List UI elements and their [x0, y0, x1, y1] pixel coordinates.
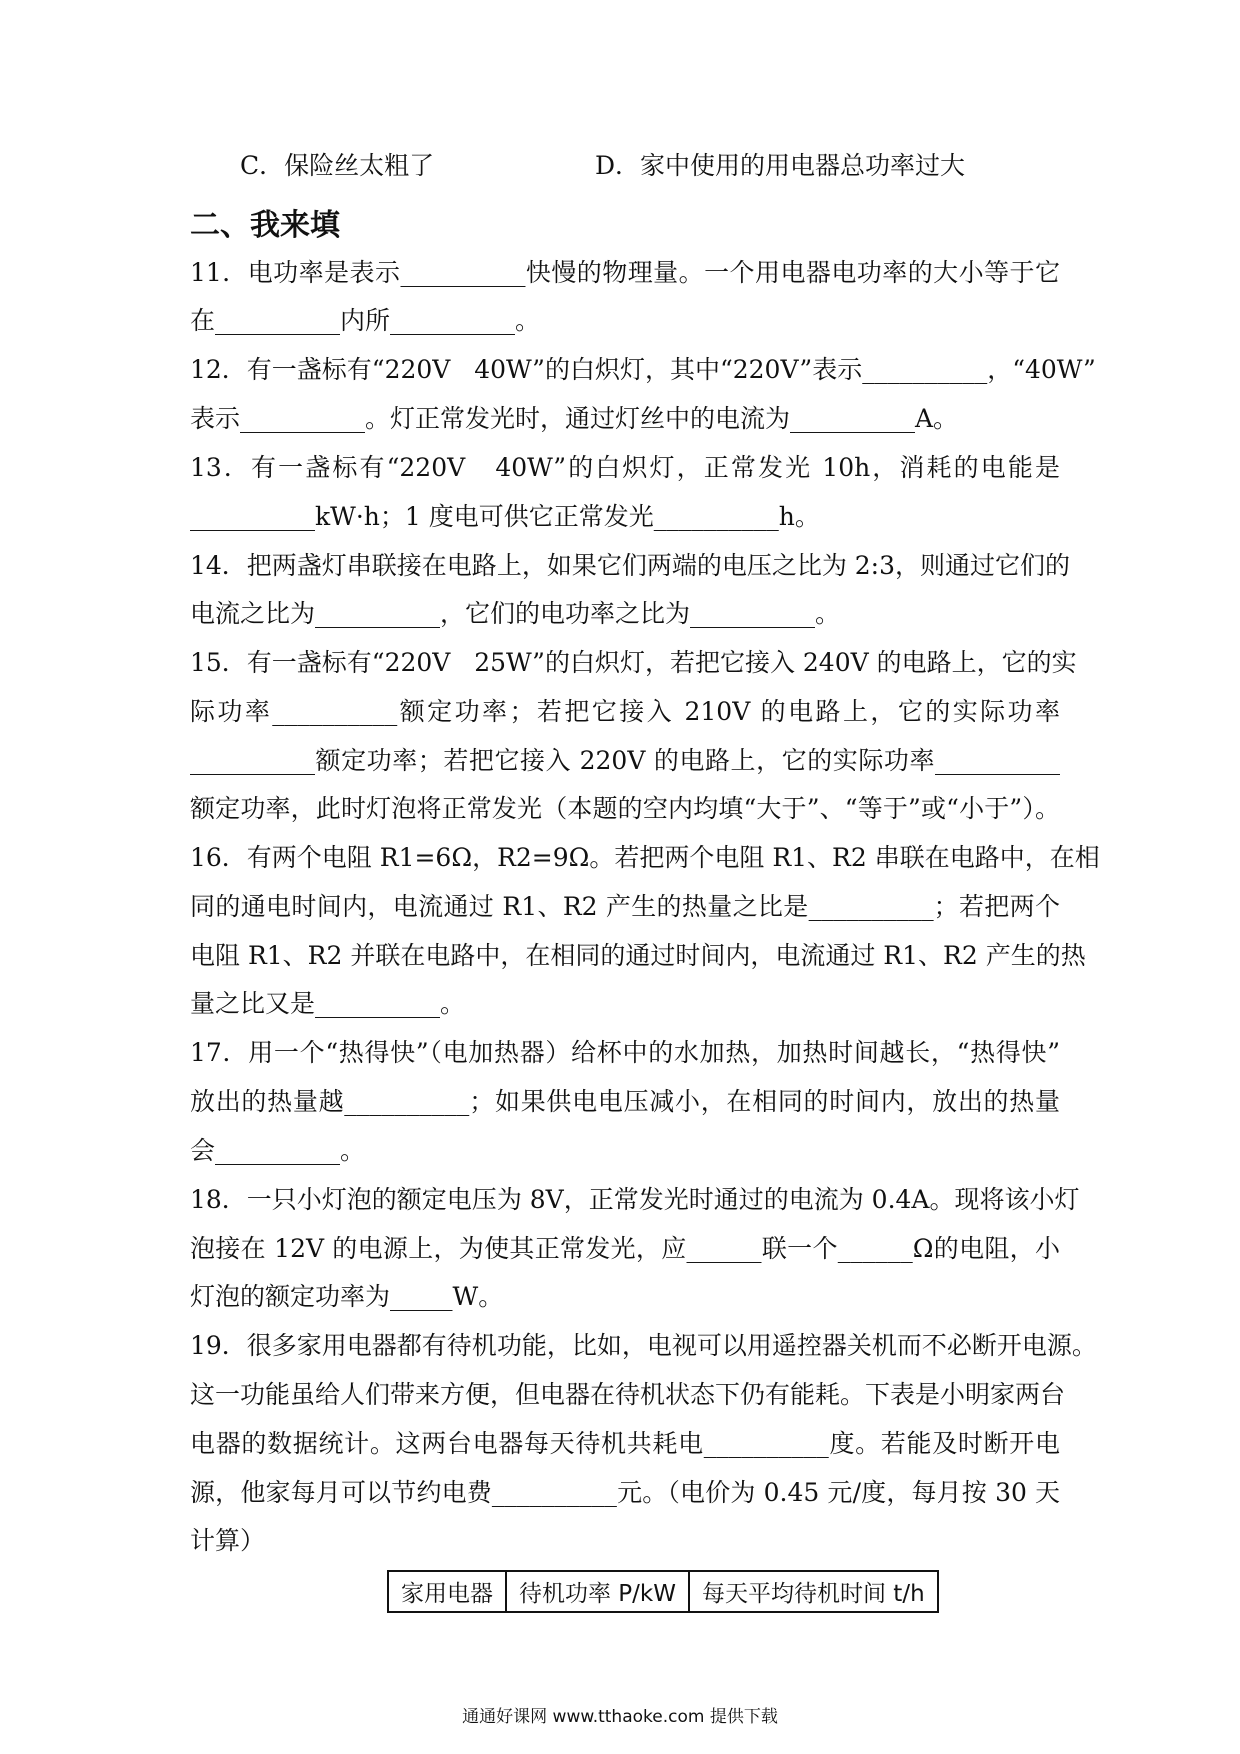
text-line: 源，他家每月可以节约电费__________元。（电价为 0.45 元/度，每月按 30 天	[190, 1478, 1060, 1507]
text-line: 14．把两盏灯串联接在电路上，如果它们两端的电压之比为 2:3，则通过它们的	[190, 551, 1070, 580]
text-line: 放出的热量越__________；如果供电电压减小，在相同的时间内，放出的热量	[190, 1087, 1060, 1116]
text-line: 同的通电时间内，电流通过 R1、R2 产生的热量之比是__________；若把两个	[190, 892, 1060, 921]
text-line: 17．用一个“热得快”（电加热器）给杯中的水加热，加热时间越长，“热得快”	[190, 1038, 1060, 1067]
section-title: 二、我来填	[190, 208, 340, 243]
page-footer: 通通好课网 www.tthaoke.com 提供下载	[462, 1707, 778, 1727]
data-table	[387, 1570, 939, 1613]
text-line: 电器的数据统计。这两台电器每天待机共耗电__________度。若能及时断开电	[190, 1429, 1060, 1458]
table-header-cell: 家用电器	[388, 1571, 506, 1612]
text-line: __________kW·h；1 度电可供它正常发光__________h。	[190, 502, 820, 531]
text-line: 15．有一盏标有“220V 25W”的白炽灯，若把它接入 240V 的电路上，它的实	[190, 648, 1077, 677]
text-line: 18．一只小灯泡的额定电压为 8V，正常发光时通过的电流为 0.4A。现将该小灯	[190, 1185, 1080, 1214]
text-line: 电流之比为__________，它们的电功率之比为__________。	[190, 599, 841, 628]
table-header-cell: 待机功率 P/kW	[506, 1571, 689, 1612]
table-header-row	[388, 1571, 938, 1612]
text-line: 11．电功率是表示__________快慢的物理量。一个用电器电功率的大小等于它	[190, 258, 1060, 287]
text-line: 泡接在 12V 的电源上，为使其正常发光，应______联一个______Ω的电阻，小	[190, 1234, 1060, 1263]
text-line: 计算）	[190, 1526, 266, 1555]
text-line: 在__________内所__________。	[190, 306, 541, 335]
text-line: 际功率__________额定功率；若把它接入 210V 的电路上，它的实际功率	[190, 697, 1060, 726]
text-line: 表示__________。灯正常发光时，通过灯丝中的电流为__________A。	[190, 404, 959, 433]
text-line: 13．有一盏标有“220V 40W”的白炽灯，正常发光 10h，消耗的电能是	[190, 453, 1060, 482]
table-header-cell: 每天平均待机时间 t/h	[689, 1571, 938, 1612]
option-c: C．保险丝太粗了	[240, 151, 435, 180]
text-line: 额定功率，此时灯泡将正常发光（本题的空内均填“大于”、“等于”或“小于”）。	[190, 794, 1060, 823]
text-line: 16．有两个电阻 R1=6Ω，R2=9Ω。若把两个电阻 R1、R2 串联在电路中，在相	[190, 843, 1100, 872]
text-line: 会__________。	[190, 1136, 366, 1165]
text-line: 12．有一盏标有“220V 40W”的白炽灯，其中“220V”表示__________，“40W”	[190, 355, 1096, 384]
text-line: 19．很多家用电器都有待机功能，比如，电视可以用遥控器关机而不必断开电源。	[190, 1331, 1097, 1360]
text-line: 这一功能虽给人们带来方便，但电器在待机状态下仍有能耗。下表是小明家两台	[190, 1380, 1066, 1409]
text-line: __________额定功率；若把它接入 220V 的电路上，它的实际功率__________	[190, 746, 1060, 775]
text-line: 灯泡的额定功率为_____W。	[190, 1282, 504, 1311]
option-d: D．家中使用的用电器总功率过大	[595, 151, 966, 180]
text-line: 电阻 R1、R2 并联在电路中，在相同的通过时间内，电流通过 R1、R2 产生的热	[190, 941, 1086, 970]
text-line: 量之比又是__________。	[190, 989, 466, 1018]
